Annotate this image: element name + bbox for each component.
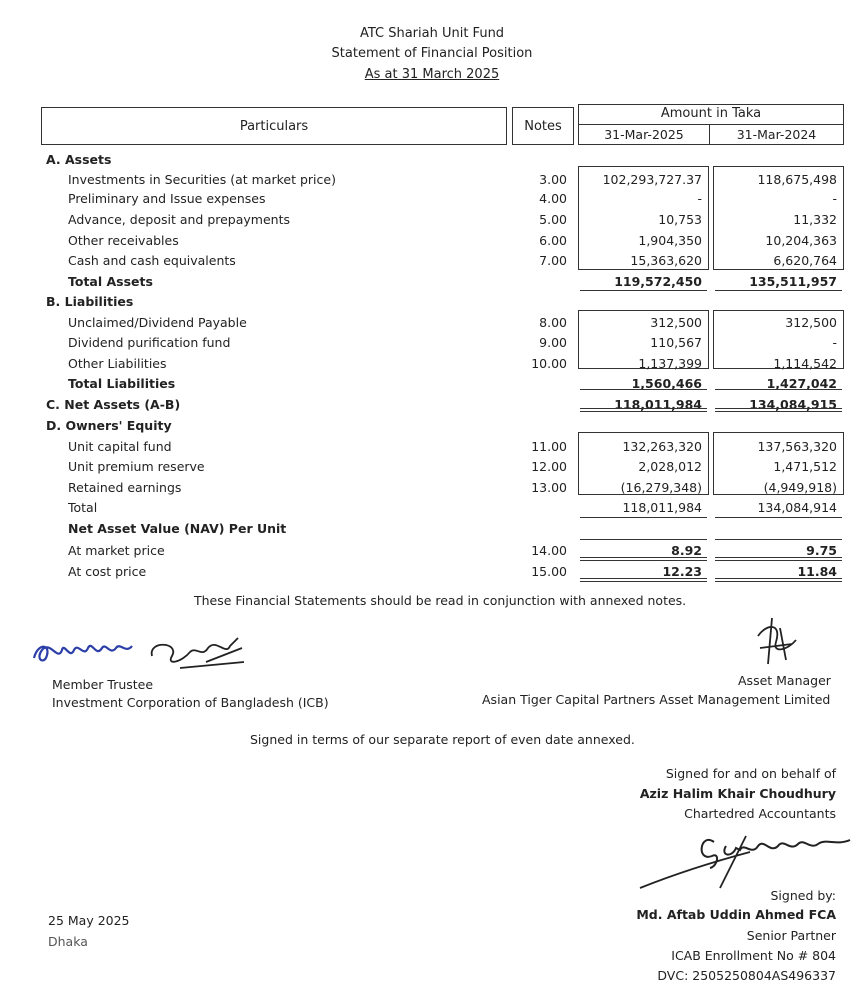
value-2025: 15,363,620 xyxy=(630,253,702,268)
row-label: Total Liabilities xyxy=(68,376,176,391)
value-2025: 118,011,984 xyxy=(614,397,702,412)
value-2025: 312,500 xyxy=(650,315,702,330)
value-2024: 9.75 xyxy=(806,543,837,558)
row-note: 8.00 xyxy=(539,315,567,330)
auditor-signature xyxy=(640,822,862,895)
row-note: 10.00 xyxy=(531,356,567,371)
value-2025: 8.92 xyxy=(671,543,702,558)
value-2025: - xyxy=(697,191,702,206)
value-2024: 1,427,042 xyxy=(766,376,837,391)
row-label: Cash and cash equivalents xyxy=(68,253,236,268)
value-2025: 12.23 xyxy=(662,564,702,579)
manager-title: Asset Manager xyxy=(738,673,831,688)
row-label: Net Asset Value (NAV) Per Unit xyxy=(68,521,287,536)
row-label: Total xyxy=(68,500,98,515)
value-2024: 6,620,764 xyxy=(773,253,837,268)
value-2024: 312,500 xyxy=(785,315,837,330)
auditor-type: Chartedred Accountants xyxy=(684,806,836,821)
trustee-signature xyxy=(30,628,260,679)
value-2024: 10,204,363 xyxy=(765,233,837,248)
value-2025: 2,028,012 xyxy=(638,459,702,474)
report-place: Dhaka xyxy=(48,934,88,949)
value-2024: (4,949,918) xyxy=(763,480,837,495)
row-label: Unit capital fund xyxy=(68,439,172,454)
report-date: 25 May 2025 xyxy=(48,913,130,928)
value-2024: 118,675,498 xyxy=(757,172,837,187)
value-2025: 132,263,320 xyxy=(622,439,702,454)
manager-org: Asian Tiger Capital Partners Asset Management Limited xyxy=(482,692,831,707)
col-2025-header: 31-Mar-2025 xyxy=(604,127,684,142)
row-label: Total Assets xyxy=(68,274,153,289)
signed-terms: Signed in terms of our separate report of even date annexed. xyxy=(250,732,635,747)
as-at-date: As at 31 March 2025 xyxy=(364,67,500,82)
auditor-behalf: Signed for and on behalf of xyxy=(665,766,836,781)
row-note: 4.00 xyxy=(539,191,567,206)
value-2024: 134,084,915 xyxy=(749,397,837,412)
value-2025: 102,293,727.37 xyxy=(602,172,702,187)
value-2024: 11.84 xyxy=(797,564,837,579)
row-note: 14.00 xyxy=(531,543,567,558)
signed-by-label: Signed by: xyxy=(770,888,836,903)
row-label: Unclaimed/Dividend Payable xyxy=(68,315,247,330)
row-note: 9.00 xyxy=(539,335,567,350)
row-label: Unit premium reserve xyxy=(68,459,205,474)
row-label: B. Liabilities xyxy=(46,294,134,309)
row-note: 6.00 xyxy=(539,233,567,248)
row-label: Preliminary and Issue expenses xyxy=(68,191,266,206)
fund-name: ATC Shariah Unit Fund xyxy=(359,26,505,41)
statement-title: Statement of Financial Position xyxy=(331,46,533,61)
row-label: Retained earnings xyxy=(68,480,182,495)
auditor-firm: Aziz Halim Khair Choudhury xyxy=(639,786,836,801)
row-note: 15.00 xyxy=(531,564,567,579)
value-2024: 1,114,542 xyxy=(773,356,837,371)
row-label: Other receivables xyxy=(68,233,179,248)
row-note: 7.00 xyxy=(539,253,567,268)
value-2024: 134,084,914 xyxy=(757,500,837,515)
row-label: D. Owners' Equity xyxy=(46,418,172,433)
row-label: A. Assets xyxy=(46,152,112,167)
particulars-header: Particulars xyxy=(41,107,507,145)
row-label: At market price xyxy=(68,543,165,558)
value-2024: 11,332 xyxy=(793,212,837,227)
row-label: Other Liabilities xyxy=(68,356,167,371)
row-note: 13.00 xyxy=(531,480,567,495)
auditor-enrolment: ICAB Enrollment No # 804 xyxy=(671,948,836,963)
value-2025: (16,279,348) xyxy=(620,480,702,495)
value-2024: - xyxy=(832,191,837,206)
auditor-position: Senior Partner xyxy=(746,928,836,943)
row-note: 5.00 xyxy=(539,212,567,227)
row-label: C. Net Assets (A-B) xyxy=(46,397,181,412)
auditor-dvc: DVC: 2505250804AS496337 xyxy=(657,968,836,983)
value-2024: 135,511,957 xyxy=(749,274,837,289)
col-2024-header: 31-Mar-2024 xyxy=(736,127,817,142)
value-2024: 1,471,512 xyxy=(773,459,837,474)
trustee-org: Investment Corporation of Bangladesh (ICB) xyxy=(52,695,329,710)
row-label: Advance, deposit and prepayments xyxy=(68,212,290,227)
value-2024: - xyxy=(832,335,837,350)
value-2025: 1,137,399 xyxy=(638,356,702,371)
value-2025: 10,753 xyxy=(658,212,702,227)
row-label: Investments in Securities (at market price) xyxy=(68,172,336,187)
row-note: 11.00 xyxy=(531,439,567,454)
notes-header: Notes xyxy=(512,107,574,145)
value-2024: 137,563,320 xyxy=(757,439,837,454)
value-2025: 1,560,466 xyxy=(631,376,702,391)
row-note: 12.00 xyxy=(531,459,567,474)
value-2025: 118,011,984 xyxy=(622,500,702,515)
amount-header: Amount in Taka 31-Mar-2025 31-Mar-2024 xyxy=(578,104,844,145)
value-2025: 110,567 xyxy=(650,335,702,350)
row-note: 3.00 xyxy=(539,172,567,187)
value-2025: 119,572,450 xyxy=(614,274,702,289)
value-2025: 1,904,350 xyxy=(638,233,702,248)
row-label: Dividend purification fund xyxy=(68,335,231,350)
trustee-title: Member Trustee xyxy=(52,677,154,692)
footnote: These Financial Statements should be read in conjunction with annexed notes. xyxy=(194,593,687,608)
auditor-name: Md. Aftab Uddin Ahmed FCA xyxy=(636,907,836,922)
asset-manager-signature xyxy=(752,614,802,673)
row-label: At cost price xyxy=(68,564,147,579)
